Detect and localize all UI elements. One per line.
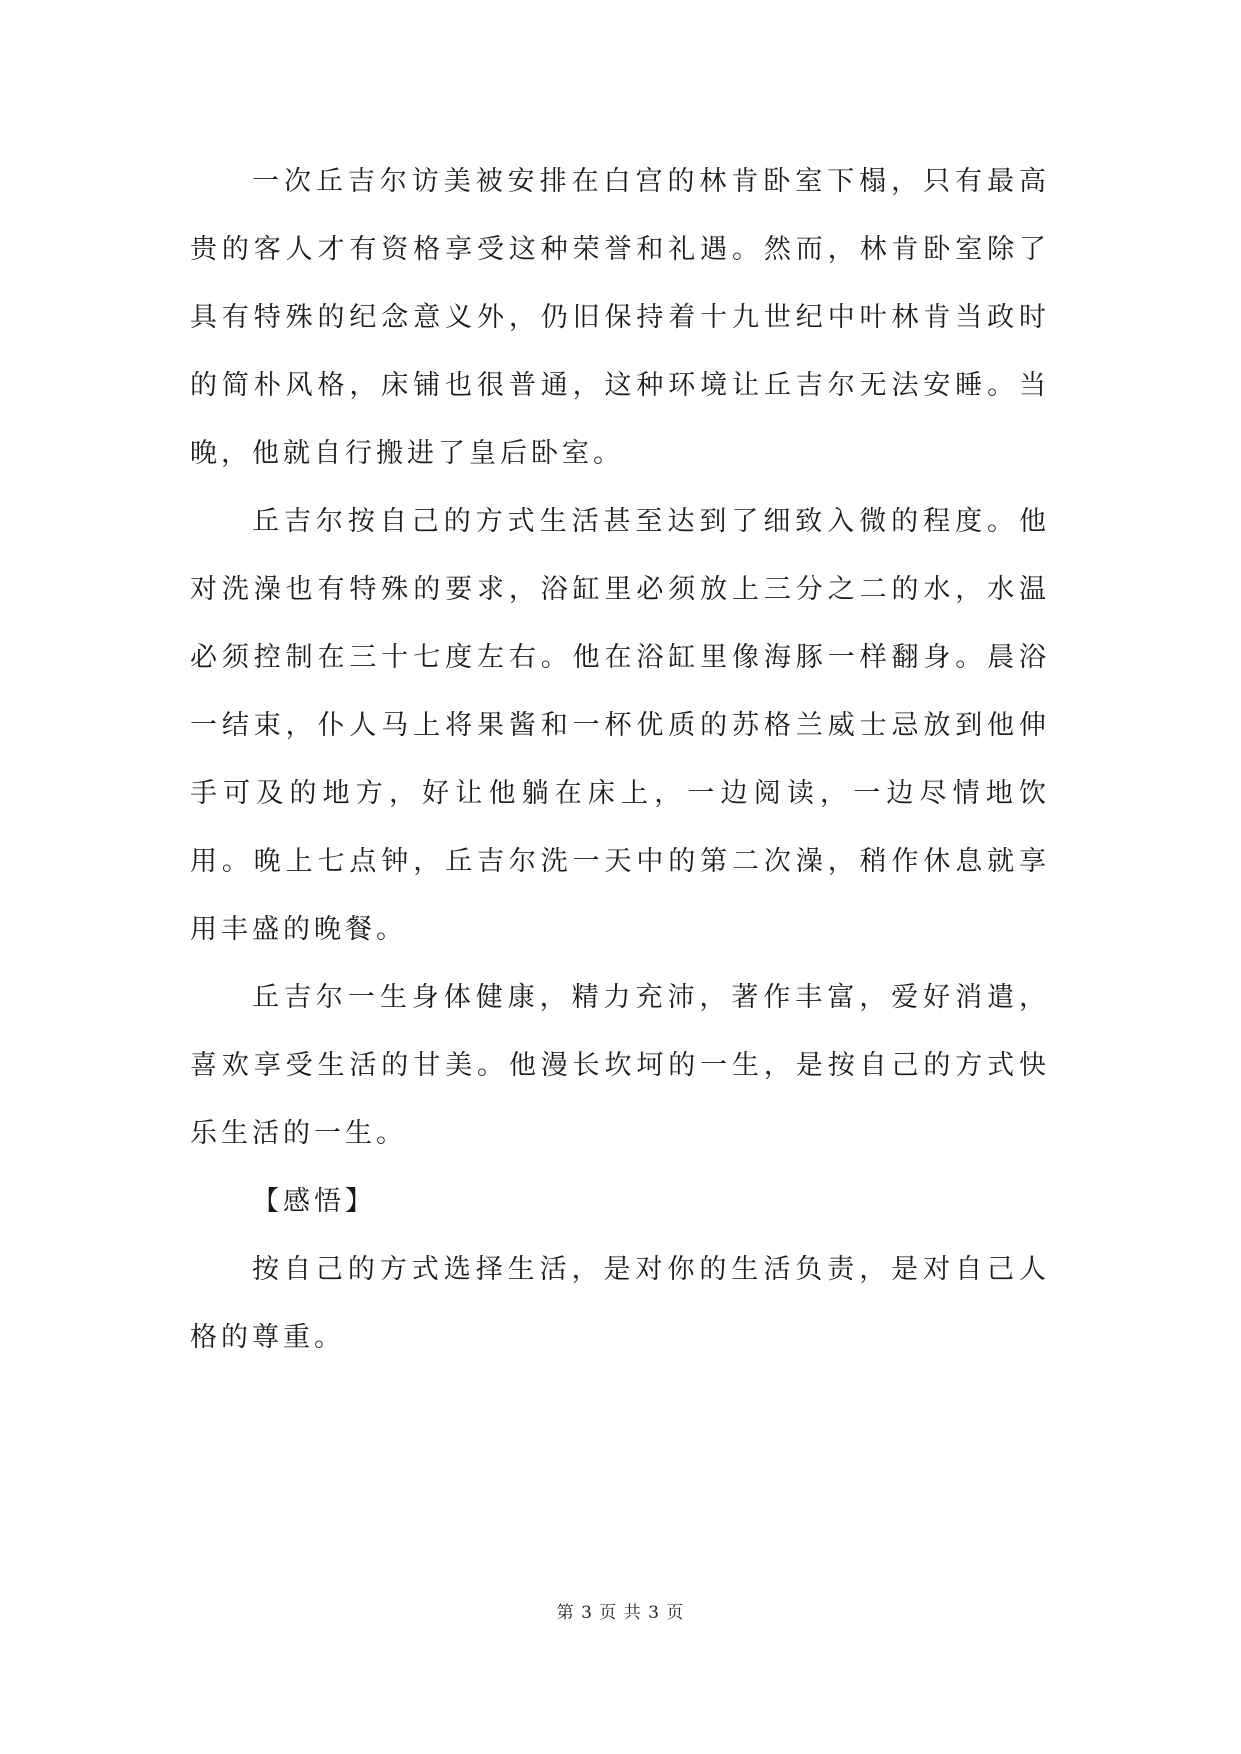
page-number-footer: 第 3 页 共 3 页 xyxy=(556,1603,685,1623)
paragraph-churchill-life-summary: 丘吉尔一生身体健康，精力充沛，著作丰富，爱好消遣，喜欢享受生活的甘美。他漫长坎坷的一生，是按自己的方式快乐生活的一生。 xyxy=(190,982,1050,1149)
paragraph-churchill-lincoln-bedroom: 一次丘吉尔访美被安排在白宫的林肯卧室下榻，只有最高贵的客人才有资格享受这种荣誉和礼遇。然而，林肯卧室除了具有特殊的纪念意义外，仍旧保持着十九世纪中叶林肯当政时的简朴风格，床铺也很普通，这种环境让丘吉尔无法安睡。当晚，他就自行搬进了皇后卧室。 xyxy=(190,166,1050,469)
paragraph-reflection: 按自己的方式选择生活，是对你的生活负责，是对自己人格的尊重。 xyxy=(190,1254,1050,1353)
document-body xyxy=(190,148,1050,1372)
reflection-heading: 【感悟】 xyxy=(252,1186,376,1217)
paragraph-churchill-bath-habits: 丘吉尔按自己的方式生活甚至达到了细致入微的程度。他对洗澡也有特殊的要求，浴缸里必须放上三分之二的水，水温必须控制在三十七度左右。他在浴缸里像海豚一样翻身。晨浴一结束，仆人马上将果酱和一杯优质的苏格兰威士忌放到他伸手可及的地方，好让他躺在床上，一边阅读，一边尽情地饮用。晚上七点钟，丘吉尔洗一天中的第二次澡，稍作休息就享用丰盛的晚餐。 xyxy=(190,506,1050,945)
